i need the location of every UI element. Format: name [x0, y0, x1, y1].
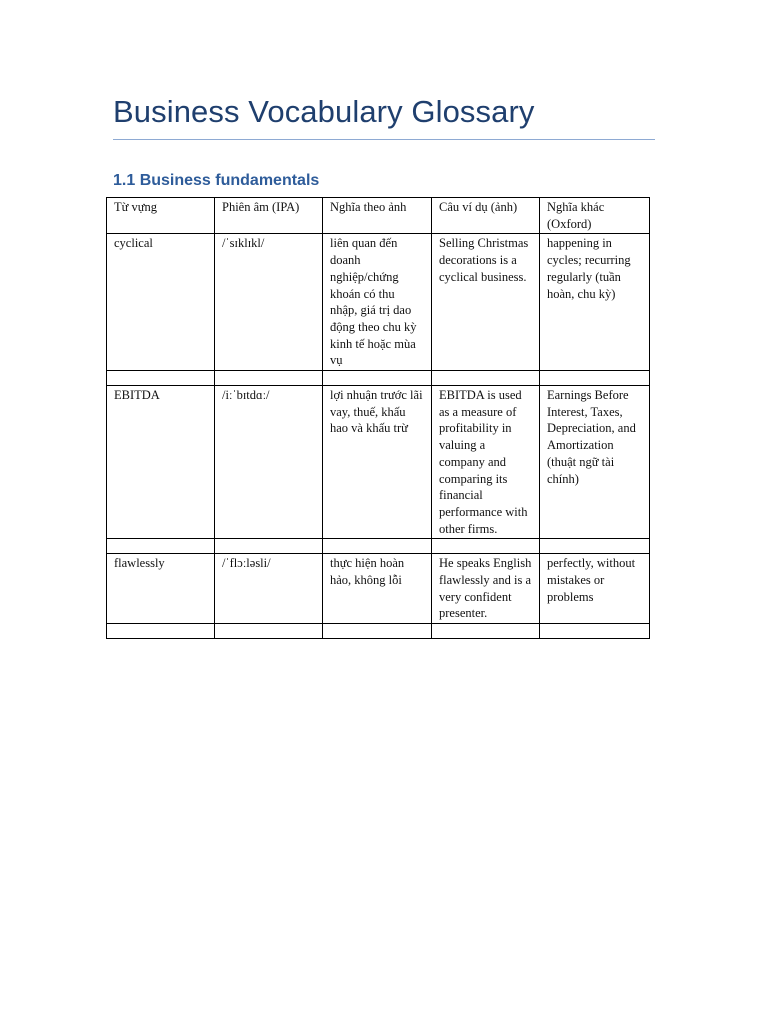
cell-ipa: /iːˈbɪtdɑː/ — [215, 386, 323, 539]
table-header-row — [107, 198, 650, 234]
empty-cell — [323, 539, 432, 554]
cell-meaning: thực hiện hoàn hảo, không lỗi — [323, 554, 432, 624]
empty-cell — [432, 371, 540, 386]
header-meaning: Nghĩa theo ảnh — [323, 198, 432, 234]
empty-cell — [215, 371, 323, 386]
cell-other-meaning: perfectly, without mistakes or problems — [540, 554, 650, 624]
cell-term: flawlessly — [107, 554, 215, 624]
header-ipa: Phiên âm (IPA) — [215, 198, 323, 234]
empty-table-row — [107, 371, 650, 386]
empty-cell — [215, 539, 323, 554]
cell-example: EBITDA is used as a measure of profitability in valuing a company and comparing its financial performance with other firms. — [432, 386, 540, 539]
empty-cell — [107, 371, 215, 386]
table-row — [107, 234, 650, 371]
empty-cell — [432, 624, 540, 639]
table-row — [107, 386, 650, 539]
title-underline-divider — [113, 139, 655, 140]
empty-cell — [540, 624, 650, 639]
document-title: Business Vocabulary Glossary — [113, 94, 535, 129]
cell-ipa: /ˈsɪklɪkl/ — [215, 234, 323, 371]
cell-ipa: /ˈflɔːləsli/ — [215, 554, 323, 624]
empty-cell — [540, 539, 650, 554]
cell-meaning: lợi nhuận trước lãi vay, thuế, khấu hao và khấu trừ — [323, 386, 432, 539]
cell-example: He speaks English flawlessly and is a very confident presenter. — [432, 554, 540, 624]
cell-term: cyclical — [107, 234, 215, 371]
empty-cell — [323, 371, 432, 386]
empty-cell — [107, 624, 215, 639]
cell-meaning: liên quan đến doanh nghiệp/chứng khoán có thu nhập, giá trị dao động theo chu kỳ kinh tế hoặc mùa vụ — [323, 234, 432, 371]
header-term: Từ vựng — [107, 198, 215, 234]
empty-table-row — [107, 539, 650, 554]
cell-term: EBITDA — [107, 386, 215, 539]
empty-cell — [107, 539, 215, 554]
empty-table-row — [107, 624, 650, 639]
table-row — [107, 554, 650, 624]
cell-other-meaning: happening in cycles; recurring regularly (tuần hoàn, chu kỳ) — [540, 234, 650, 371]
empty-cell — [323, 624, 432, 639]
cell-example: Selling Christmas decorations is a cyclical business. — [432, 234, 540, 371]
header-other-meaning: Nghĩa khác (Oxford) — [540, 198, 650, 234]
empty-cell — [540, 371, 650, 386]
empty-cell — [432, 539, 540, 554]
glossary-table — [106, 197, 650, 639]
section-heading: 1.1 Business fundamentals — [113, 172, 320, 189]
cell-other-meaning: Earnings Before Interest, Taxes, Depreciation, and Amortization (thuật ngữ tài chính) — [540, 386, 650, 539]
empty-cell — [215, 624, 323, 639]
header-example: Câu ví dụ (ảnh) — [432, 198, 540, 234]
